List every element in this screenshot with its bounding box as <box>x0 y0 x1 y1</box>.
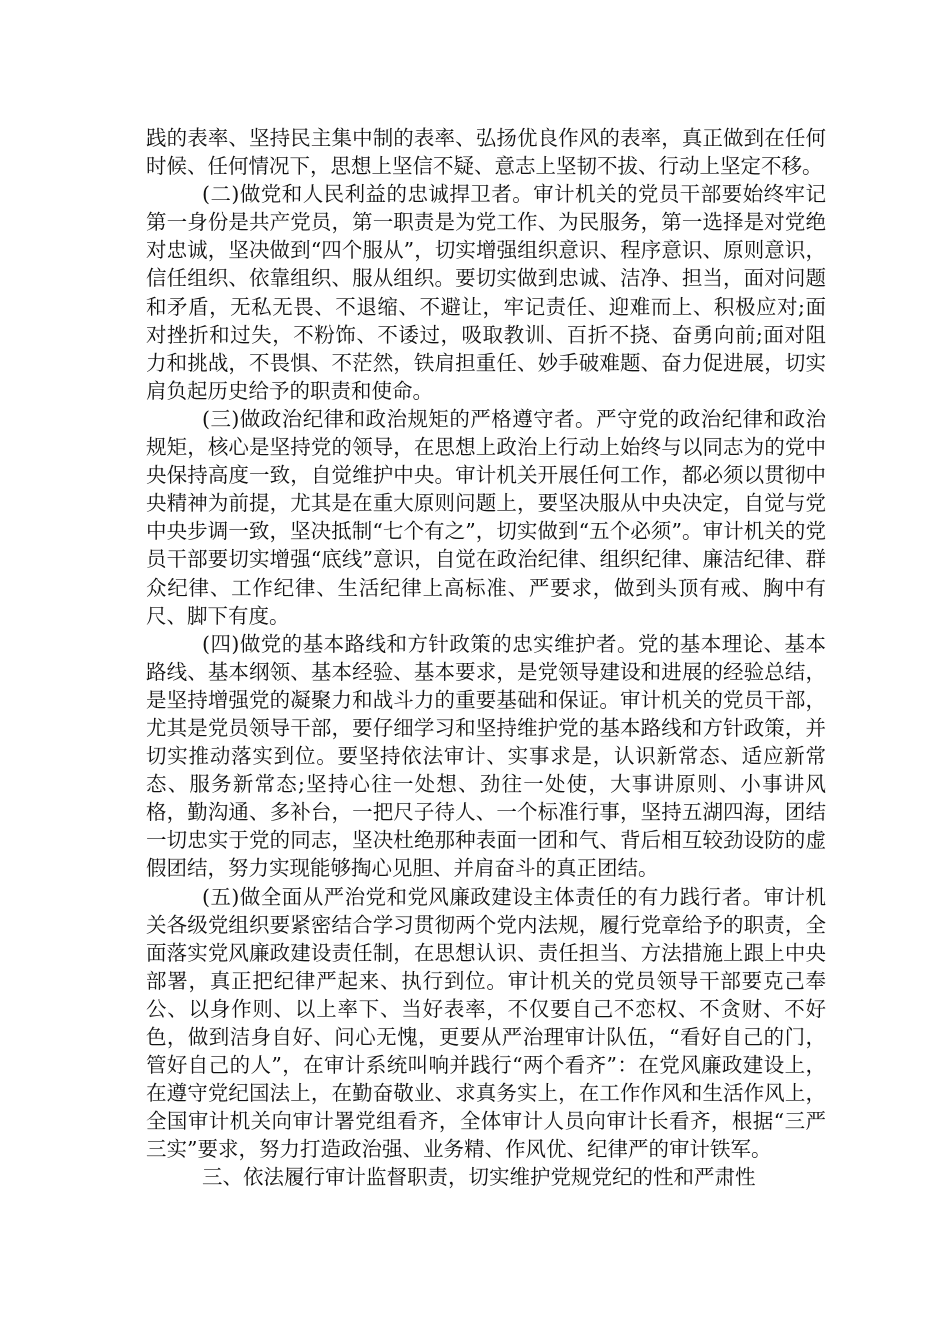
paragraph-continuation: 践的表率、坚持民主集中制的表率、弘扬优良作风的表率，真正做到在任何时候、任何情况下，思想上坚信不疑、意志上坚韧不拔、行动上坚定不移。 <box>146 126 826 179</box>
section-heading-3: 三、依法履行审计监督职责，切实维护党规党纪的性和严肃性 <box>202 1165 756 1190</box>
paragraph-section-4: (四)做党的基本路线和方针政策的忠实维护者。党的基本理论、基本路线、基本纲领、基本经验、基本要求，是党领导建设和进展的经验总结，是坚持增强党的凝聚力和战斗力的重要基础和保证。审计机关的党员干部，尤其是党员领导干部，要仔细学习和坚持维护党的基本路线和方针政策，并切实推动落实到位。要坚持依法审计、实事求是，认识新常态、适应新常态、服务新常态;坚持心往一处想、劲往一处使，大事讲原则、小事讲风格，勤沟通、多补台，一把尺子待人、一个标准行事，坚持五湖四海，团结一切忠实于党的同志，坚决杜绝那种表面一团和气、背后相互较劲设防的虚假团结，努力实现能够掏心见胆、并肩奋斗的真正团结。 <box>146 631 826 881</box>
paragraph-section-3: (三)做政治纪律和政治规矩的严格遵守者。严守党的政治纪律和政治规矩，核心是坚持党的领导，在思想上政治上行动上始终与以同志为的党中央保持高度一致，自觉维护中央。审计机关开展任何工作，都必须以贯彻中央精神为前提，尤其是在重大原则问题上，要坚决服从中央决定，自觉与党中央步调一致，坚决抵制“七个有之”，切实做到“五个必须”。审计机关的党员干部要切实增强“底线”意识，自觉在政治纪律、组织纪律、廉洁纪律、群众纪律、工作纪律、生活纪律上高标准、严要求，做到头顶有戒、胸中有尺、脚下有度。 <box>146 406 826 628</box>
paragraph-section-5: (五)做全面从严治党和党风廉政建设主体责任的有力践行者。审计机关各级党组织要紧密结合学习贯彻两个党内法规，履行党章给予的职责，全面落实党风廉政建设责任制，在思想认识、责任担当、方法措施上跟上中央部署，真正把纪律严起来、执行到位。审计机关的党员领导干部要克己奉公、以身作则、以上率下、当好表率，不仅要自己不恋权、不贪财、不好色，做到洁身自好、问心无愧，更要从严治理审计队伍，“看好自己的门，管好自己的人”，在审计系统叫响并践行“两个看齐”：在党风廉政建设上，在遵守党纪国法上，在勤奋敬业、求真务实上，在工作作风和生活作风上，全国审计机关向审计署党组看齐，全体审计人员向审计长看齐，根据“三严三实”要求，努力打造政治强、业务精、作风优、纪律严的审计铁军。 <box>146 884 826 1162</box>
paragraph-section-2: (二)做党和人民利益的忠诚捍卫者。审计机关的党员干部要始终牢记第一身份是共产党员，第一职责是为党工作、为民服务，第一选择是对党绝对忠诚，坚决做到“四个服从”，切实增强组织意识、程序意识、原则意识，信任组织、依靠组织、服从组织。要切实做到忠诚、洁净、担当，面对问题和矛盾，无私无畏、不退缩、不避让，牢记责任、迎难而上、积极应对;面对挫折和过失，不粉饰、不诿过，吸取教训、百折不挠、奋勇向前;面对阻力和挑战，不畏惧、不茫然，铁肩担重任、妙手破难题、奋力促进展，切实肩负起历史给予的职责和使命。 <box>146 182 826 403</box>
document-page <box>146 124 826 1192</box>
